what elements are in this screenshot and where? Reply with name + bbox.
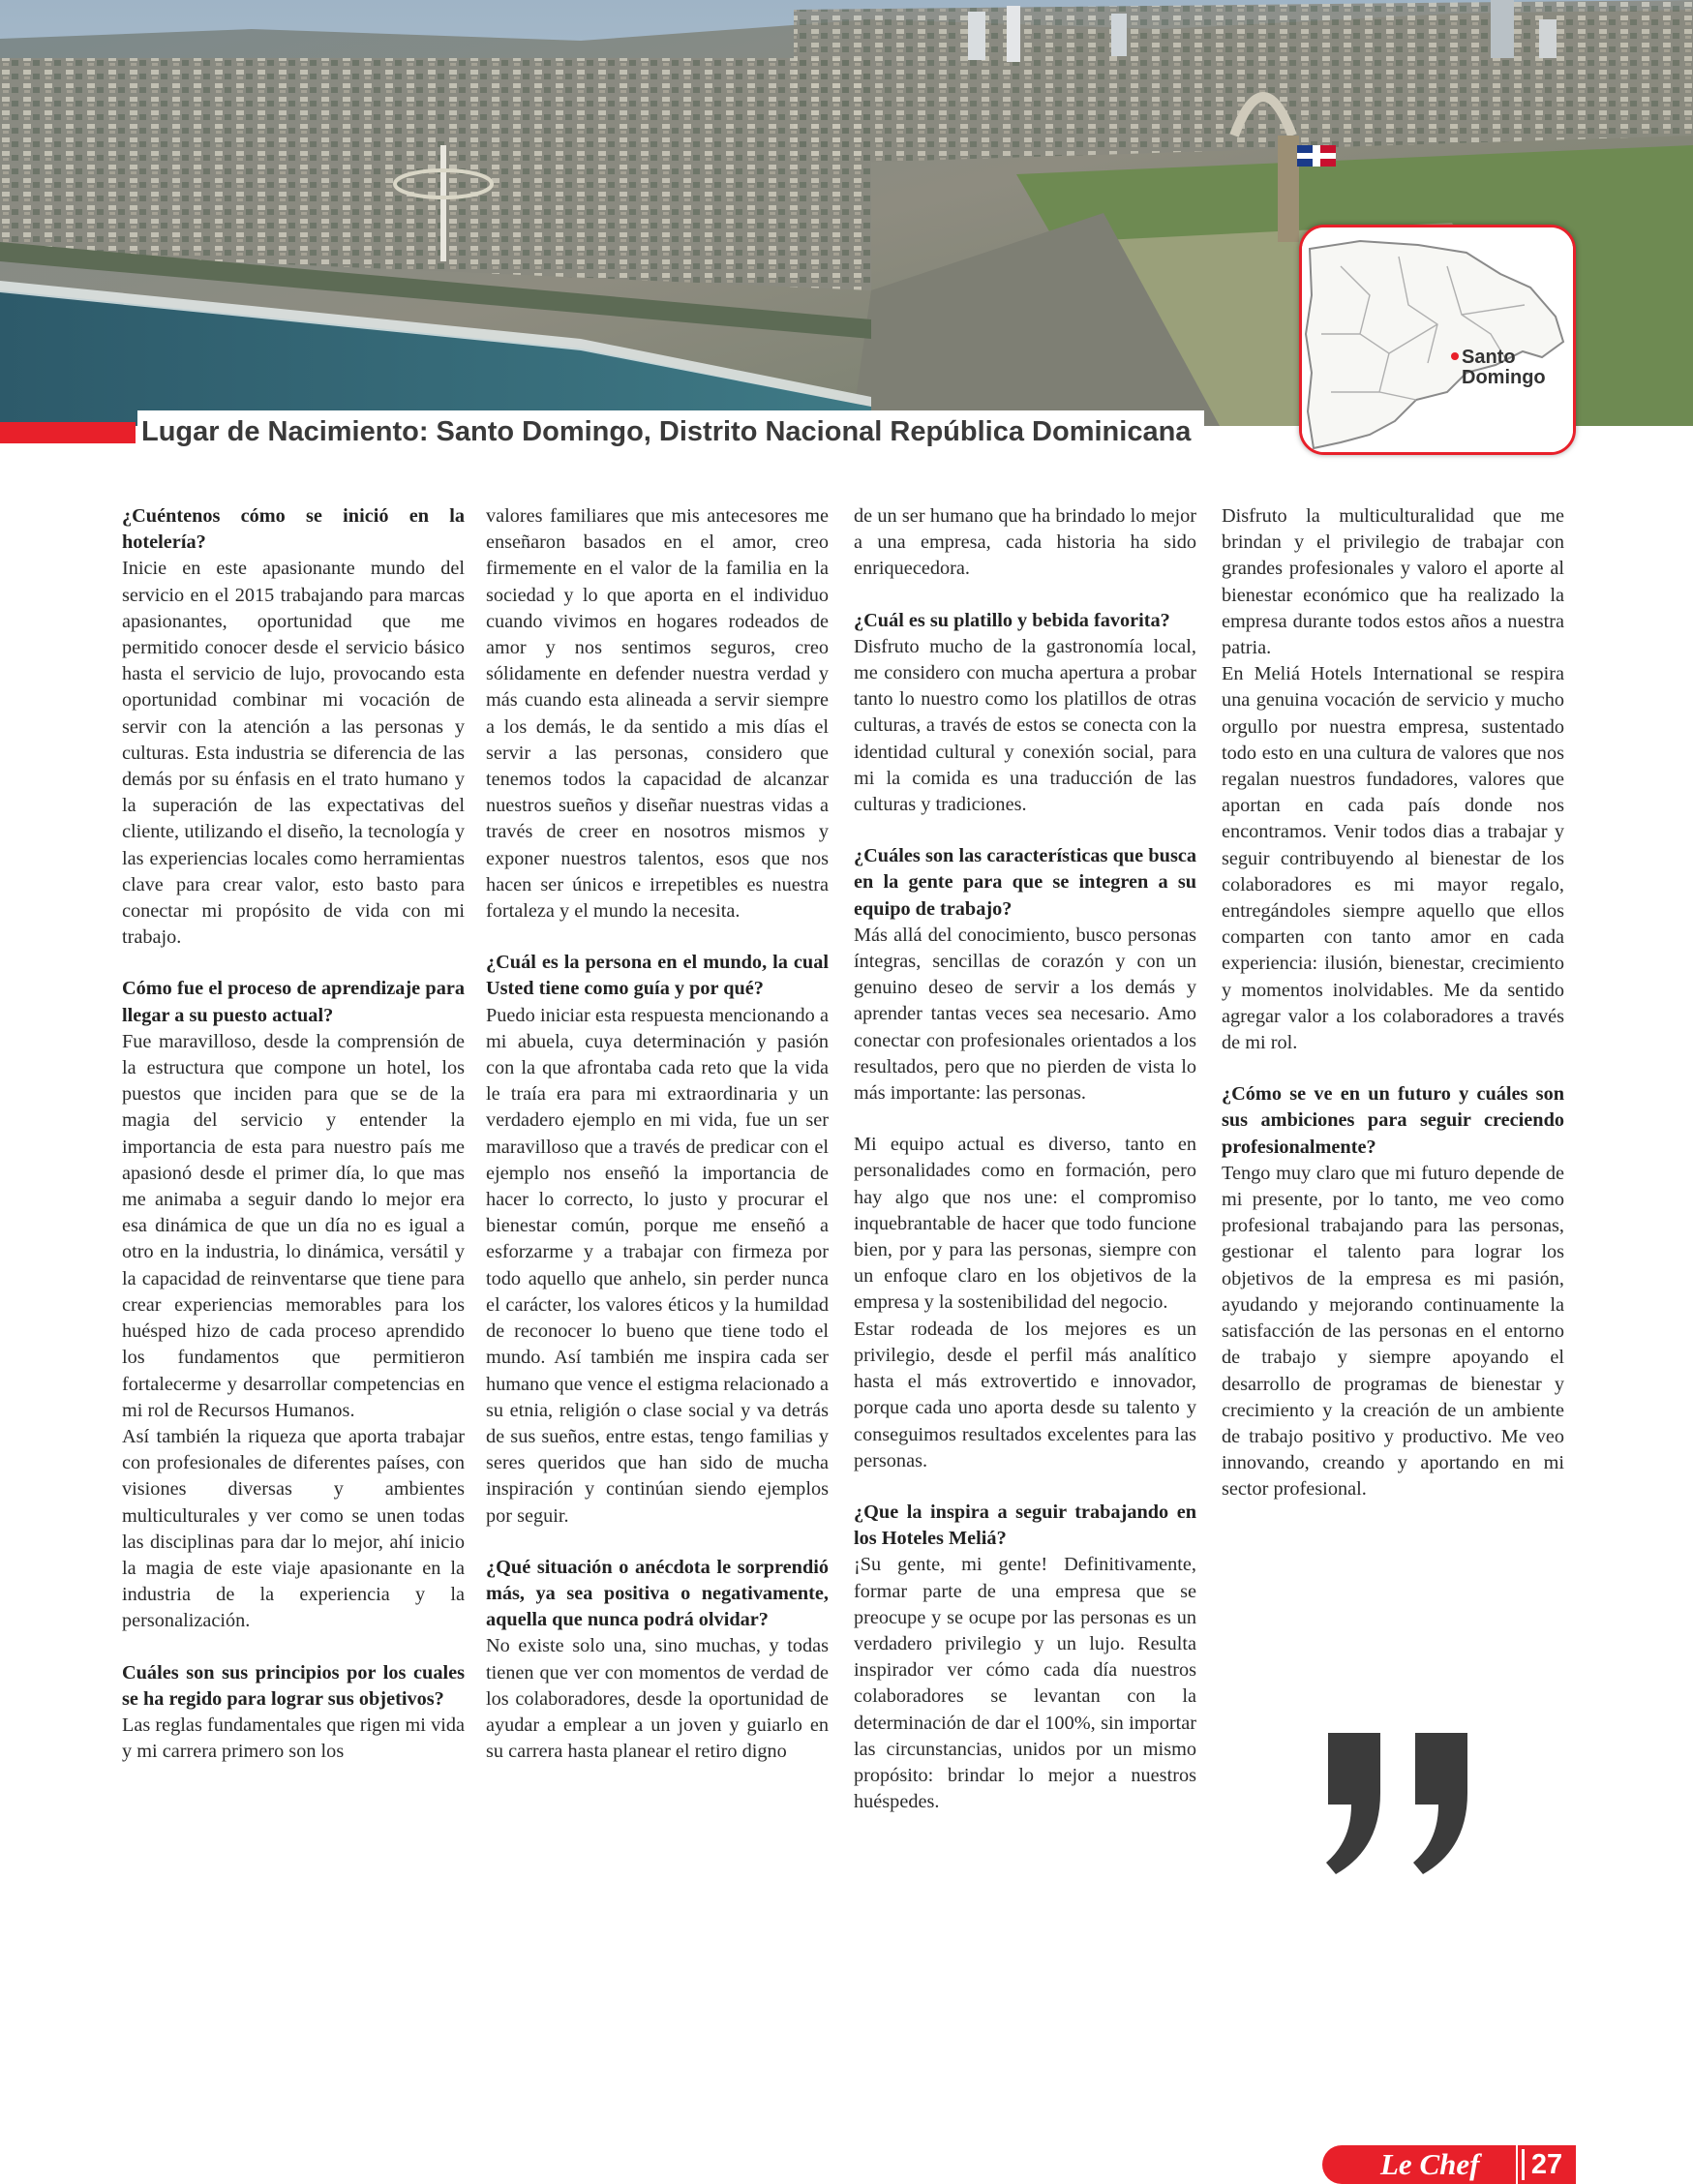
answer-8-paragraph-2: Disfruto la multiculturalidad que me brindan y el privilegio de trabajar con grandes profesionales y valoro el aporte al bienestar económico que ha realizado la empresa durante todos estos años a nuestra patria. bbox=[1222, 505, 1564, 659]
answer-2: Fue maravilloso, desde la comprensión de la estructura que compone un hotel, los puestos que inciden para que se de la magia del servicio y entender la importancia de esta para nuestro país me apasionó desde el primer día, lo que mas me animaba a seguir dando lo mejor era esa dinámica de que un día no es igual a otro en la industria, lo dinámica, versátil y la capacidad de reinventarse que tiene para crear experiencias memorables para los huésped hizo de cada proceso aprendido los fundamentos que permitieron fortalecerme y desarrollar competencias en mi rol de Recursos Humanos. bbox=[122, 1030, 465, 1421]
santo-domingo-marker-icon bbox=[1451, 352, 1459, 360]
answer-8: ¡Su gente, mi gente! Definitivamente, formar parte de una empresa que se preocupe y se ocupe por las personas es un verdadero privilegio y un lujo. Resulta inspirador ver cómo cada día nuestros colaboradores se levantan con la determinación de dar el 100%, sin importar las circunstancias, unidos por un mismo propósito: brindar lo mejor a nuestros huéspedes. bbox=[854, 1554, 1196, 1813]
answer-9: Tengo muy claro que mi futuro depende de mi presente, por lo tanto, me veo como profesional trabajando para las personas, gestionar el talento para lograr los objetivos de la empresa es mi pasión, ayudando y mejorando continuamente la satisfacción de las personas en el entorno de trabajo y siempre apoyando el desarrollo de programas de bienestar y crecimiento y la creación de un ambiente de trabajo positivo y productivo. Me veo innovando, creando y aportando en mi sector profesional. bbox=[1222, 1162, 1564, 1501]
footer-brand-tab bbox=[1322, 2145, 1516, 2184]
magazine-logo: Le Chef bbox=[1380, 2147, 1480, 2181]
page-number: 27 bbox=[1518, 2145, 1576, 2184]
article-column-1 bbox=[122, 503, 465, 1765]
answer-7: Más allá del conocimiento, busco personas íntegras, sencillas de corazón y con un genuino deseo de servir a los demás y aprender tantas veces sea necesario. Amo conectar con profesionales orientados a los resultados, pero que no pierden de vista lo más importante: las personas. bbox=[854, 924, 1196, 1105]
question-8: ¿Que la inspira a seguir trabajando en los Hoteles Meliá? bbox=[854, 1501, 1196, 1550]
answer-8-paragraph-3: En Meliá Hotels International se respira una genuina vocación de servicio y mucho orgullo por nuestra empresa, sustentado todo esto en una cultura de valores que nos regalan nuestros fundadores, valores que aportan en cada país donde nos encontramos. Venir todos dias a trabajar y seguir contribuyendo al bienestar de los colaboradores es mi mayor regalo, entregándoles siempre aquello que ellos comparten con tanto amor en cada experiencia: ilusión, bienestar, crecimiento y momentos inolvidables. Me da sentido agregar valor a los colaboradores a través de mi rol. bbox=[1222, 663, 1564, 1054]
hispaniola-map-icon bbox=[1302, 228, 1573, 452]
article-column-2 bbox=[486, 503, 829, 1765]
question-2: Cómo fue el proceso de aprendizaje para llegar a su puesto actual? bbox=[122, 978, 465, 1026]
question-5: ¿Qué situación o anécdota le sorprendió más, ya sea positiva o negativamente, aquella que nunca podrá olvidar? bbox=[486, 1556, 829, 1631]
answer-5: No existe solo una, sino muchas, y todas tienen que ver con momentos de verdad de los colaboradores, desde la oportunidad de ayudar a emplear a un joven y guiarlo en su carrera hasta planear el retiro digno bbox=[486, 1635, 829, 1763]
answer-6: Disfruto mucho de la gastronomía local, me considero con mucha apertura a probar tanto lo nuestro como los platillos de otras culturas, a través de estos se conecta con la identidad cultural y conexión social, para mi la comida es una traducción de las culturas y tradiciones. bbox=[854, 635, 1196, 816]
article-column-3 bbox=[854, 503, 1196, 1815]
birthplace-caption: Lugar de Nacimiento: Santo Domingo, Distrito Nacional República Dominicana bbox=[137, 410, 1204, 453]
answer-7-paragraph-3: Estar rodeada de los mejores es un privilegio, desde el perfil más analítico hasta el más extrovertido e innovador, porque cada uno aporta desde su talento y conseguimos resultados excelentes para las personas. bbox=[854, 1318, 1196, 1471]
location-map-card bbox=[1299, 225, 1576, 455]
question-9: ¿Cómo se ve en un futuro y cuáles son sus ambiciones para seguir creciendo profesionalmente? bbox=[1222, 1083, 1564, 1158]
answer-2-paragraph-2: Así también la riqueza que aporta trabajar con profesionales de diferentes países, con visiones diversas y ambientes multiculturales y ver como se unen todas las disciplinas para dar lo mejor, ahí inicio la magia de este viaje apasionante en la industria de la experiencia y la personalización. bbox=[122, 1425, 465, 1632]
caption-accent-bar bbox=[0, 422, 136, 443]
footer-separator bbox=[1522, 2149, 1525, 2180]
question-4: ¿Cuál es la persona en el mundo, la cual Usted tiene como guía y por qué? bbox=[486, 952, 829, 1000]
answer-5-continued: de un ser humano que ha brindado lo mejor a una empresa, cada historia ha sido enriquecedora. bbox=[854, 505, 1196, 580]
map-label-line2: Domingo bbox=[1462, 367, 1546, 388]
question-7: ¿Cuáles son las características que busca en la gente para que se integren a su equipo de trabajo? bbox=[854, 845, 1196, 920]
closing-quote-icon bbox=[1322, 1733, 1477, 1883]
article-column-4 bbox=[1222, 503, 1564, 1503]
answer-1: Inicie en este apasionante mundo del servicio en el 2015 trabajando para marcas apasionantes, oportunidad que me permitido conocer desde el servicio básico hasta el servicio de lujo, provocando esta oportunidad combinar mi vocación de servir con la atención a las personas y culturas. Esta industria se diferencia de las demás por su énfasis en el trato humano y la superación de las expectativas del cliente, utilizando el diseño, la tecnología y las experiencias locales como herramientas clave para crear valor, esto basto para conectar mi propósito de vida con mi trabajo. bbox=[122, 558, 465, 949]
question-3: Cuáles son sus principios por los cuales se ha regido para lograr sus objetivos? bbox=[122, 1661, 465, 1710]
map-city-label bbox=[1462, 348, 1546, 388]
answer-7-paragraph-2: Mi equipo actual es diverso, tanto en personalidades como en formación, pero hay algo que nos une: el compromiso inquebrantable de hacer que todo funcione bien, por y para las personas, siempre con un enfoque claro en los objetivos de la empresa y la sostenibilidad del negocio. bbox=[854, 1134, 1196, 1314]
answer-3-continued: valores familiares que mis antecesores me enseñaron basados en el amor, creo firmemente en el valor de la familia en la sociedad y lo que aporta en el individuo cuando vivimos en hogares rodeados de amor y nos sentimos seguros, creo sólidamente en defender nuestra verdad y más cuando esta alineada a servir siempre a los demás, le da sentido a mis días el servir a las personas, considero que tenemos todos la capacidad de alcanzar nuestros sueños y diseñar nuestras vidas a través de creer en nosotros mismos y exponer nuestros talentos, esos que nos hacen ser únicos e irrepetibles es nuestra fortaleza y el mundo la necesita. bbox=[486, 505, 829, 923]
page-footer bbox=[1322, 2145, 1576, 2184]
question-6: ¿Cuál es su platillo y bebida favorita? bbox=[854, 609, 1170, 631]
question-1: ¿Cuéntenos cómo se inició en la hotelería? bbox=[122, 505, 465, 554]
answer-4: Puedo iniciar esta respuesta mencionando a mi abuela, cuya determinación y pasión con la que afrontaba cada reto que la vida le traía era para mi extraordinaria y un verdadero ejemplo en mi vida, fue un ser maravilloso que a través de predicar con el ejemplo nos enseñó la importancia de hacer lo correcto, lo justo y procurar el bienestar común, porque me enseñó a esforzarme y a trabajar con firmeza por todo aquello que anhelo, sin perder nunca el carácter, los valores éticos y la humildad de reconocer lo bueno que tiene todo el mundo. Así también me inspira cada ser humano que vence el estigma relacionado a su etnia, religión o clase social y va detrás de sus sueños, entre estas, tengo familias y seres queridos que han sido de mucha inspiración y continúan siendo ejemplos por seguir. bbox=[486, 1004, 829, 1527]
map-label-line1: Santo bbox=[1462, 347, 1516, 368]
answer-3: Las reglas fundamentales que rigen mi vida y mi carrera primero son los bbox=[122, 1714, 465, 1763]
